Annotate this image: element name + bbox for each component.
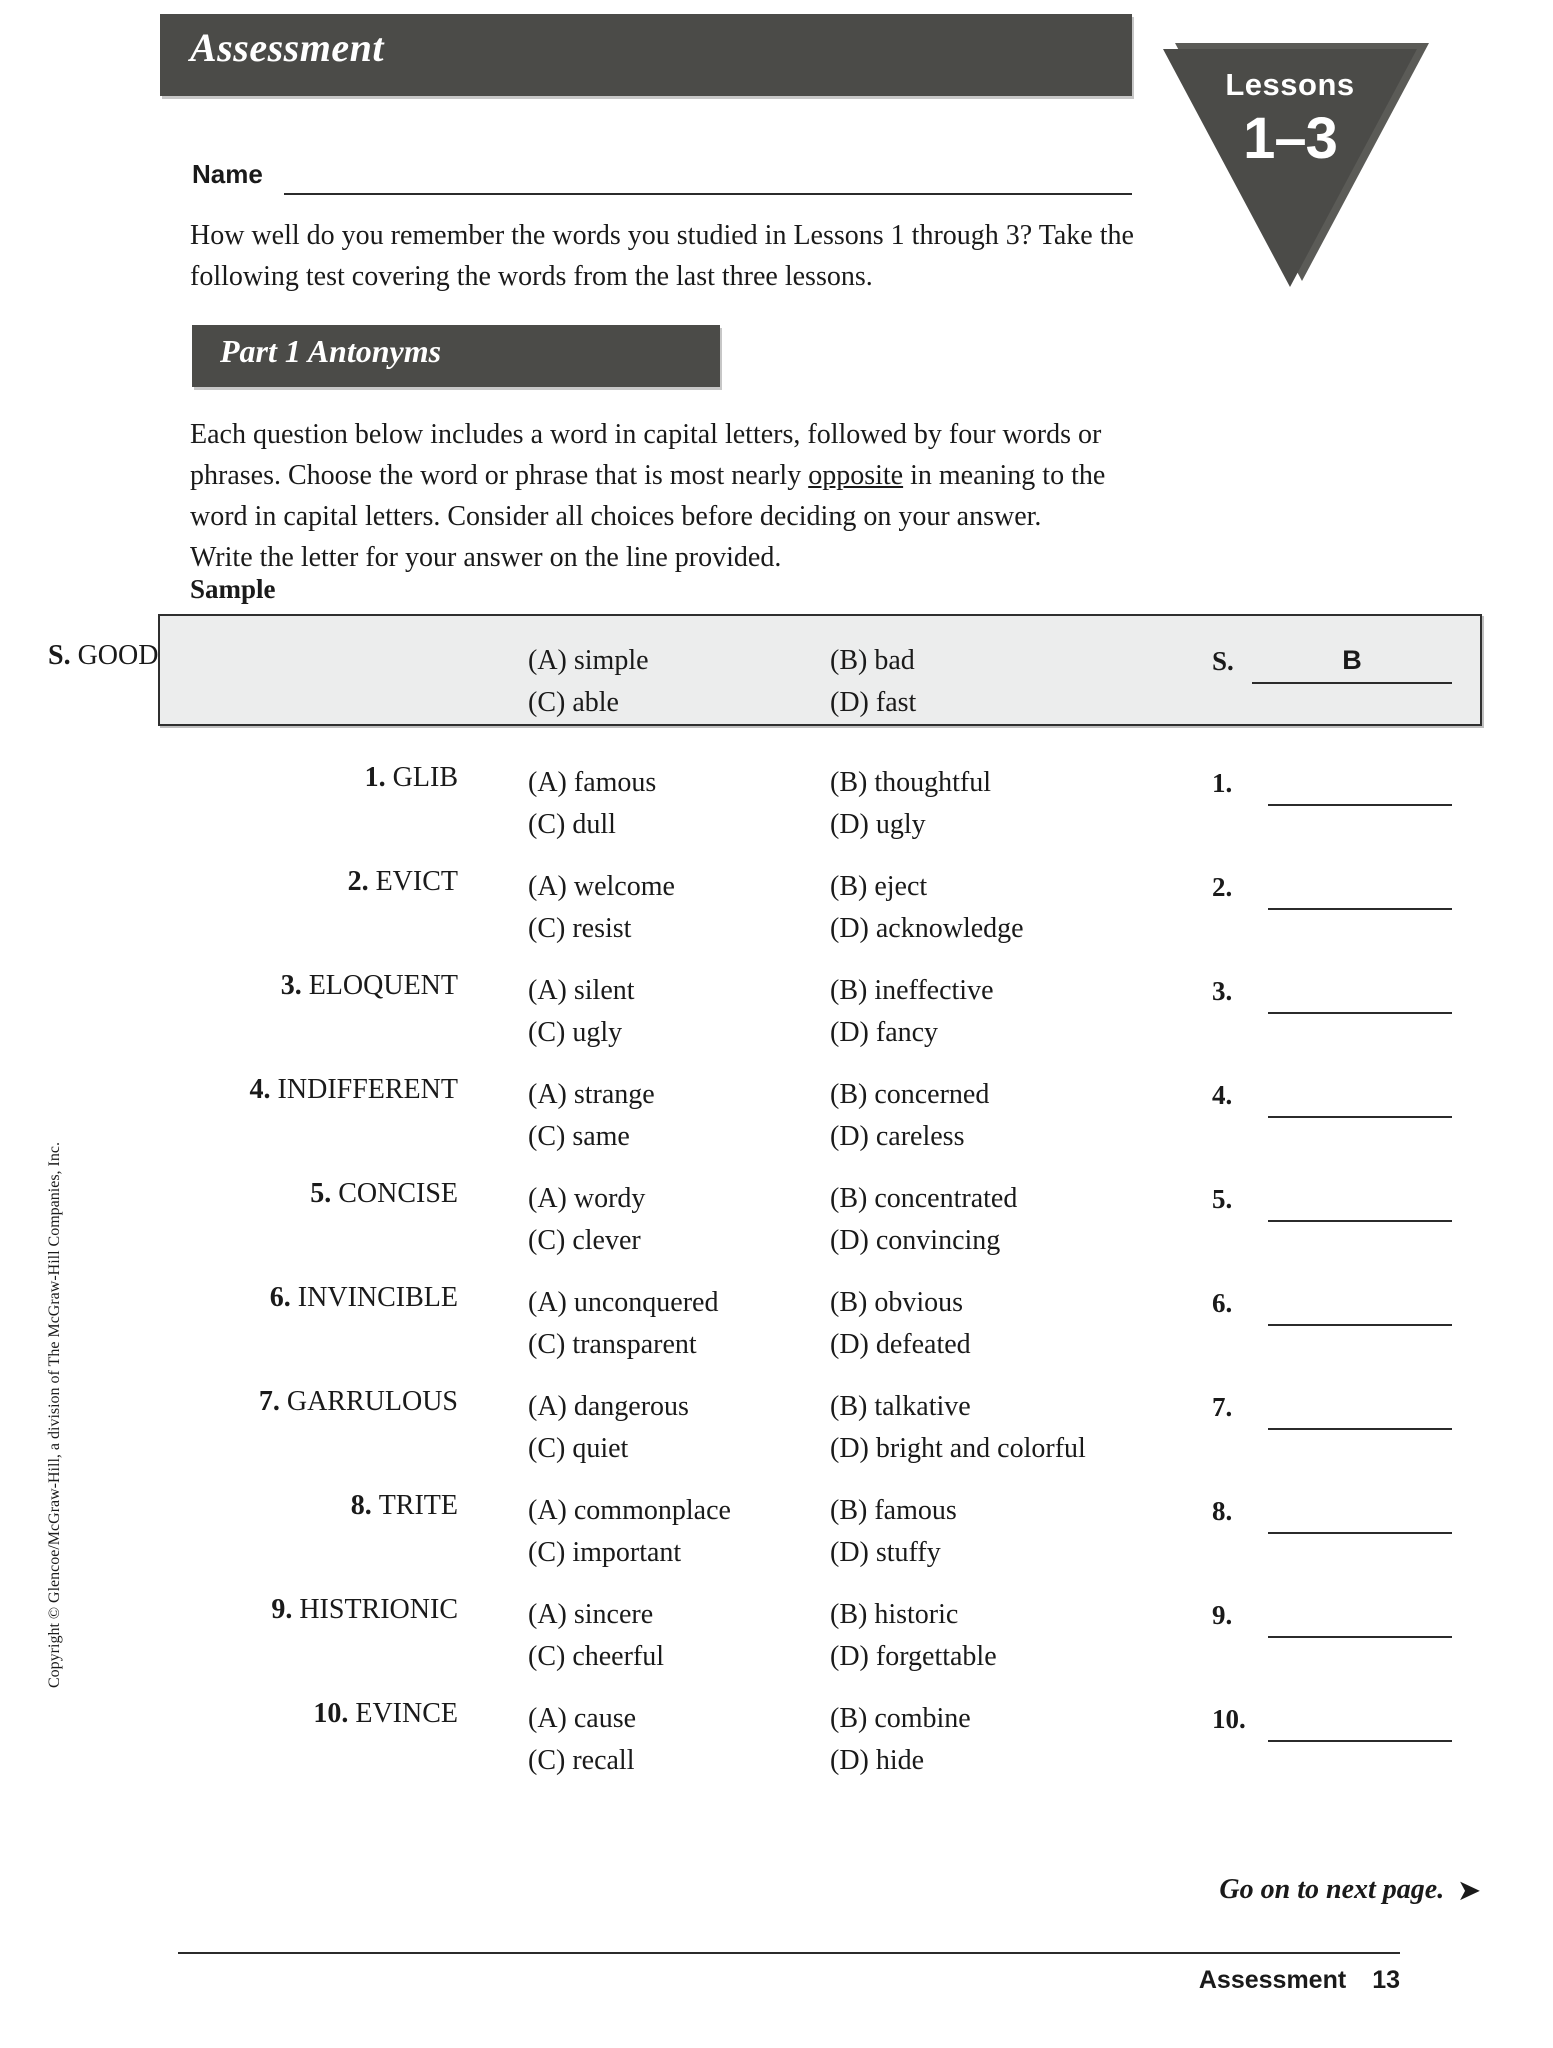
options-column-a xyxy=(528,1698,828,1782)
option-b[interactable]: (B) famous xyxy=(830,1495,957,1526)
sample-question-row xyxy=(0,640,1553,744)
options-column-b xyxy=(830,1698,1190,1782)
options-column-b xyxy=(830,1594,1190,1678)
option-c[interactable]: (C) cheerful xyxy=(528,1641,665,1672)
question-row xyxy=(0,1074,1553,1178)
sample-options-column-b xyxy=(830,640,1190,724)
answer-slot xyxy=(1212,1386,1472,1432)
question-word: GARRULOUS xyxy=(286,1386,458,1417)
question-number: 5. xyxy=(310,1178,339,1209)
option-a[interactable]: (A) strange xyxy=(528,1079,655,1110)
copyright-sidebar xyxy=(38,1135,72,1695)
options-column-b xyxy=(830,970,1190,1054)
question-word: INDIFFERENT xyxy=(277,1074,458,1105)
sample-answer-letter: B xyxy=(1342,645,1362,675)
answer-number: 3. xyxy=(1212,976,1233,1006)
options-column-b xyxy=(830,1386,1190,1470)
answer-number: 10. xyxy=(1212,1704,1246,1734)
option-b[interactable]: (B) historic xyxy=(830,1599,959,1630)
answer-slot xyxy=(1212,1282,1472,1328)
question-row xyxy=(0,866,1553,970)
question-word: ELOQUENT xyxy=(308,970,458,1001)
sample-option-c[interactable]: (C) able xyxy=(528,687,619,718)
assessment-header-banner xyxy=(160,14,1132,96)
option-b[interactable]: (B) eject xyxy=(830,871,928,902)
sample-answer-line[interactable] xyxy=(1252,682,1452,684)
options-column-a xyxy=(528,1282,828,1366)
part-1-title: Part 1 Antonyms xyxy=(220,333,442,369)
option-c[interactable]: (C) clever xyxy=(528,1225,641,1256)
answer-number: 9. xyxy=(1212,1600,1233,1630)
options-column-a xyxy=(528,762,828,846)
question-word: INVINCIBLE xyxy=(297,1282,458,1313)
question-word: EVICT xyxy=(375,866,458,897)
answer-number: 6. xyxy=(1212,1288,1233,1318)
question-row xyxy=(0,762,1553,866)
option-d[interactable]: (D) defeated xyxy=(830,1329,971,1360)
option-a[interactable]: (A) dangerous xyxy=(528,1391,689,1422)
options-column-b xyxy=(830,762,1190,846)
sample-term xyxy=(48,640,310,672)
option-a[interactable]: (A) unconquered xyxy=(528,1287,719,1318)
option-a[interactable]: (A) sincere xyxy=(528,1599,654,1630)
answer-number: 1. xyxy=(1212,768,1233,798)
option-d[interactable]: (D) stuffy xyxy=(830,1537,941,1568)
options-column-a xyxy=(528,1074,828,1158)
answer-line[interactable] xyxy=(1268,1116,1452,1118)
question-term xyxy=(196,1490,458,1522)
answer-number: 2. xyxy=(1212,872,1233,902)
option-d[interactable]: (D) ugly xyxy=(830,809,926,840)
directions-text-before: Each question below includes a word in capital letters, followed by four words or phrases. Choose the word or phrase that is most nearly xyxy=(190,419,1102,491)
option-b[interactable]: (B) thoughtful xyxy=(830,767,991,798)
options-column-b xyxy=(830,1490,1190,1574)
option-b[interactable]: (B) combine xyxy=(830,1703,971,1734)
option-d[interactable]: (D) convincing xyxy=(830,1225,1001,1256)
directions-paragraph xyxy=(190,414,1110,578)
option-c[interactable]: (C) important xyxy=(528,1537,682,1568)
question-row xyxy=(0,1386,1553,1490)
option-c[interactable]: (C) recall xyxy=(528,1745,635,1776)
option-d[interactable]: (D) forgettable xyxy=(830,1641,997,1672)
go-on-label: Go on to next page. xyxy=(1219,1874,1445,1905)
question-row xyxy=(0,1698,1553,1802)
option-b[interactable]: (B) concerned xyxy=(830,1079,990,1110)
question-word: TRITE xyxy=(378,1490,458,1521)
answer-line[interactable] xyxy=(1268,1636,1452,1638)
options-column-a xyxy=(528,1386,828,1470)
options-column-a xyxy=(528,866,828,950)
question-number: 8. xyxy=(350,1490,379,1521)
question-term xyxy=(196,1074,458,1106)
option-a[interactable]: (A) commonplace xyxy=(528,1495,731,1526)
answer-line[interactable] xyxy=(1268,1324,1452,1326)
intro-paragraph: How well do you remember the words you studied in Lessons 1 through 3? Take the following test covering the words from the last three lessons. xyxy=(190,220,1134,292)
question-term xyxy=(196,762,458,794)
options-column-b xyxy=(830,1074,1190,1158)
page-number: 13 xyxy=(1372,1966,1400,1994)
question-term xyxy=(196,1386,458,1418)
option-a[interactable]: (A) wordy xyxy=(528,1183,646,1214)
options-column-a xyxy=(528,1490,828,1574)
question-term xyxy=(196,1178,458,1210)
answer-line[interactable] xyxy=(1268,1740,1452,1742)
name-field-row xyxy=(192,159,1132,201)
sample-word: GOOD xyxy=(77,640,159,671)
answer-number: 7. xyxy=(1212,1392,1233,1422)
question-row xyxy=(0,970,1553,1074)
sample-option-a[interactable]: (A) simple xyxy=(528,645,649,676)
option-c[interactable]: (C) dull xyxy=(528,809,616,840)
sample-option-d[interactable]: (D) fast xyxy=(830,687,917,718)
option-d[interactable]: (D) careless xyxy=(830,1121,965,1152)
options-column-a xyxy=(528,970,828,1054)
question-number: 1. xyxy=(364,762,393,793)
question-number: 6. xyxy=(269,1282,298,1313)
part-1-banner xyxy=(192,325,720,387)
answer-slot xyxy=(1212,1698,1472,1744)
sample-answer-number: S. xyxy=(1212,646,1234,676)
question-number: 10. xyxy=(313,1698,356,1729)
option-a[interactable]: (A) welcome xyxy=(528,871,675,902)
options-column-a xyxy=(528,1178,828,1262)
option-b[interactable]: (B) ineffective xyxy=(830,975,994,1006)
option-c[interactable]: (C) resist xyxy=(528,913,632,944)
answer-line[interactable] xyxy=(1268,804,1452,806)
option-b[interactable]: (B) talkative xyxy=(830,1391,971,1422)
answer-slot xyxy=(1212,970,1472,1016)
page-title: Assessment xyxy=(190,25,384,70)
options-column-b xyxy=(830,1178,1190,1262)
right-arrow-icon: ➤ xyxy=(1458,1876,1480,1905)
question-term xyxy=(196,1698,458,1730)
option-c[interactable]: (C) quiet xyxy=(528,1433,629,1464)
sample-option-b[interactable]: (B) bad xyxy=(830,645,915,676)
answer-line[interactable] xyxy=(1268,1428,1452,1430)
options-column-b xyxy=(830,1282,1190,1366)
option-a[interactable]: (A) famous xyxy=(528,767,657,798)
option-c[interactable]: (C) ugly xyxy=(528,1017,623,1048)
question-row xyxy=(0,1594,1553,1698)
answer-slot xyxy=(1212,1178,1472,1224)
footer-section-name: Assessment xyxy=(1198,1966,1347,1994)
question-number: 9. xyxy=(271,1594,300,1625)
question-word: HISTRIONIC xyxy=(299,1594,458,1625)
question-number: 4. xyxy=(249,1074,278,1105)
options-column-b xyxy=(830,866,1190,950)
option-c[interactable]: (C) transparent xyxy=(528,1329,697,1360)
question-term xyxy=(196,970,458,1002)
option-d[interactable]: (D) acknowledge xyxy=(830,913,1024,944)
option-d[interactable]: (D) bright and colorful xyxy=(830,1433,1086,1464)
option-b[interactable]: (B) obvious xyxy=(830,1287,963,1318)
copyright-text: Copyright © Glencoe/McGraw-Hill, a division of The McGraw-Hill Companies, Inc. xyxy=(46,1142,63,1688)
question-word: GLIB xyxy=(392,762,458,793)
lessons-triangle-badge xyxy=(1163,43,1429,283)
directions-text-after: in meaning to the word in capital letters. Consider all choices before deciding on your answer. Write the letter for your answer on the line provided. xyxy=(190,460,1106,573)
answer-line[interactable] xyxy=(1268,908,1452,910)
options-column-a xyxy=(528,1594,828,1678)
sample-options-column-a xyxy=(528,640,828,724)
directions-emphasis-opposite: opposite xyxy=(808,460,904,491)
footer-label xyxy=(1060,1966,1400,1995)
answer-number: 4. xyxy=(1212,1080,1233,1110)
lessons-badge-range: 1–3 xyxy=(1243,106,1337,171)
question-word: CONCISE xyxy=(338,1178,458,1209)
question-number: 3. xyxy=(280,970,309,1001)
question-row xyxy=(0,1490,1553,1594)
answer-line[interactable] xyxy=(1268,1532,1452,1534)
sample-answer-slot xyxy=(1212,640,1472,686)
option-d[interactable]: (D) hide xyxy=(830,1745,925,1776)
name-label: Name xyxy=(192,159,263,189)
question-term xyxy=(196,1594,458,1626)
option-d[interactable]: (D) fancy xyxy=(830,1017,939,1048)
answer-line[interactable] xyxy=(1268,1012,1452,1014)
answer-slot xyxy=(1212,1074,1472,1120)
question-term xyxy=(196,1282,458,1314)
lessons-badge-label: Lessons xyxy=(1225,67,1355,102)
option-a[interactable]: (A) cause xyxy=(528,1703,637,1734)
question-word: EVINCE xyxy=(355,1698,458,1729)
answer-number: 8. xyxy=(1212,1496,1233,1526)
question-number: 7. xyxy=(258,1386,287,1417)
option-a[interactable]: (A) silent xyxy=(528,975,635,1006)
go-on-to-next-page xyxy=(1140,1874,1480,1906)
answer-slot xyxy=(1212,1490,1472,1536)
option-c[interactable]: (C) same xyxy=(528,1121,630,1152)
answer-slot xyxy=(1212,1594,1472,1640)
sample-number: S. xyxy=(48,640,78,671)
answer-slot xyxy=(1212,866,1472,912)
option-b[interactable]: (B) concentrated xyxy=(830,1183,1018,1214)
sample-heading: Sample xyxy=(190,574,276,604)
question-row xyxy=(0,1282,1553,1386)
answer-number: 5. xyxy=(1212,1184,1233,1214)
question-number: 2. xyxy=(347,866,376,897)
answer-slot xyxy=(1212,762,1472,808)
name-input-line[interactable] xyxy=(284,193,1132,195)
footer-divider xyxy=(178,1952,1400,1954)
question-term xyxy=(196,866,458,898)
question-row xyxy=(0,1178,1553,1282)
answer-line[interactable] xyxy=(1268,1220,1452,1222)
